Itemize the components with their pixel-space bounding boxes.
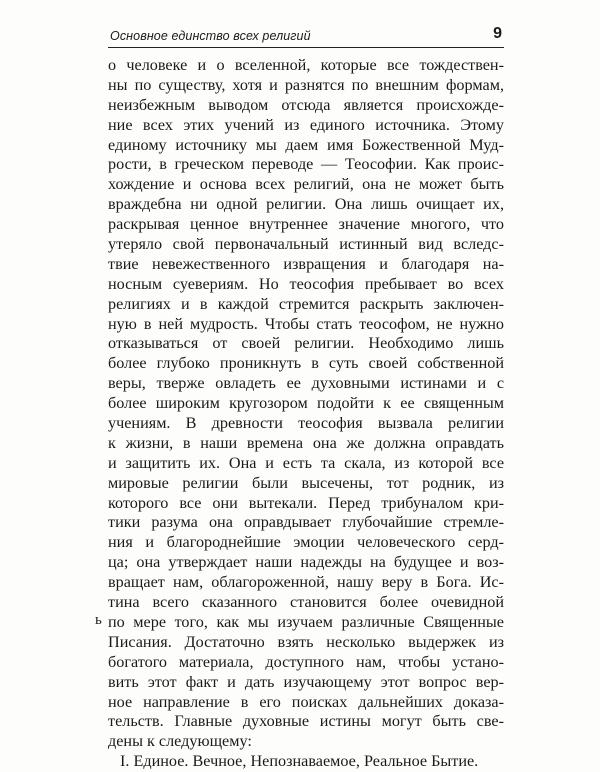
running-title: Основное единство всех религий <box>110 29 311 43</box>
text-line: учениям. В древности теософия вызвала религии <box>108 414 504 433</box>
text-line: утеряло свой первоначальный истинный вид вследс- <box>108 235 504 254</box>
text-line: ны по существу, хотя и разнятся по внешним формам, <box>108 75 504 94</box>
text-line: веры, тверже овладеть ее духовными истинами и с <box>108 374 504 393</box>
body-text <box>108 56 504 772</box>
text-line: ния и благороднейшие эмоции человеческого серд- <box>108 533 504 552</box>
text-line: Писания. Достаточно взять несколько выдержек из <box>108 632 504 651</box>
text-line: тики разума она оправдывает глубочайшие стремле- <box>108 513 504 532</box>
header-rule <box>108 47 504 48</box>
text-line: к жизни, в наши времена она же должна оправдать <box>108 433 504 452</box>
text-line: ца; она утверждает наши надежды на будущее и воз- <box>108 553 504 572</box>
text-line: вращает нам, облагороженной, нашу веру в Бога. Ис- <box>108 573 504 592</box>
text-line: хождение и основа всех религий, она не может быть <box>108 175 504 194</box>
text-line: тина всего сказанного становится более очевидной <box>108 593 504 612</box>
text-line: богатого материала, доступного нам, чтобы устано- <box>108 652 504 671</box>
page-number: 9 <box>493 25 502 42</box>
running-header <box>108 24 504 46</box>
text-line: раскрывая ценное внутреннее значение многого, что <box>108 215 504 234</box>
text-line: и защитить их. Она и есть та скала, из которой все <box>108 453 504 472</box>
text-line: ние всех этих учений из единого источника. Этому <box>108 115 504 134</box>
text-line: тельств. Главные духовные истины могут быть све- <box>108 712 504 731</box>
text-line: ную в ней мудрость. Чтобы стать теософом, не нужно <box>108 314 504 333</box>
text-line: дены к следующему: <box>108 732 252 751</box>
text-line: религиях и в каждой стремится раскрыть заключен- <box>108 294 504 313</box>
text-line: более широким кругозором подойти к ее священным <box>108 394 504 413</box>
text-line: рости, в греческом переводе — Теософии. Как проис- <box>108 155 504 174</box>
text-line: единому источнику мы даем имя Божественной Муд- <box>108 135 504 154</box>
text-line: враждебна ни одной религии. Она лишь очищает их, <box>108 195 504 214</box>
text-line: ное направление в его поисках дальнейших доказа- <box>108 692 504 711</box>
text-line: которого все они вытекали. Перед трибуналом кри- <box>108 493 504 512</box>
text-line: твие невежественного извращения и благодаря на- <box>108 254 504 273</box>
text-line: неизбежным выводом отсюда является происхожде- <box>108 95 504 114</box>
list-item: I. Единое. Вечное, Непознаваемое, Реальное Бытие. <box>120 752 479 771</box>
text-line: мировые религии были высечены, тот родник, из <box>108 473 504 492</box>
text-line: более глубоко проникнуть в суть своей собственной <box>108 354 504 373</box>
ink-mark-icon: ь <box>95 612 102 628</box>
text-line: о человеке и о вселенной, которые все тождествен- <box>108 56 504 74</box>
text-line: по мере того, как мы изучаем различные Священные <box>108 612 504 631</box>
text-line: вить этот факт и дать изучающему этот вопрос вер- <box>108 672 504 691</box>
text-line: носным суевериям. Но теософия пребывает во всех <box>108 274 504 293</box>
text-line: отказываться от своей религии. Необходимо лишь <box>108 334 504 353</box>
